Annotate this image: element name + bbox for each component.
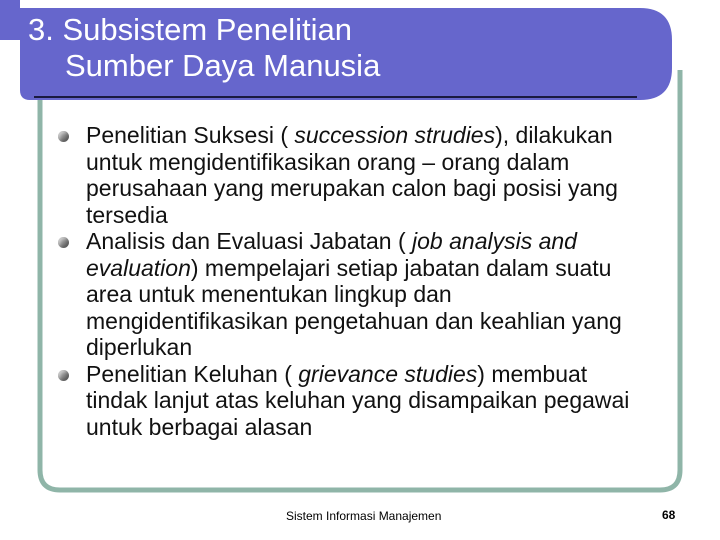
- bullet-text-pre: Analisis dan Evaluasi Jabatan (: [86, 228, 413, 254]
- bullet-icon: [58, 370, 69, 381]
- title-line-2: Sumber Daya Manusia: [65, 48, 381, 83]
- bullet-text-pre: Penelitian Keluhan (: [86, 360, 299, 387]
- bullet-icon: [58, 237, 69, 248]
- bullet-text-post: ) mempelajari setiap jabatan dalam suatu area untuk menentukan lingkup dan mengidentifikasikan pengetahuan dan keahlian yang diperlukan: [86, 254, 622, 360]
- bullet-text-post: ), dilakukan untuk mengidentifikasikan orang – orang dalam perusahaan yang merupakan calon bagi posisi yang tersedia: [86, 122, 618, 228]
- bullet-item: [50, 122, 650, 228]
- bullet-icon: [58, 131, 69, 142]
- bullet-list: [50, 122, 650, 440]
- bullet-text-pre: Penelitian Suksesi (: [86, 122, 295, 148]
- title-line-1: 3. Subsistem Penelitian: [28, 12, 352, 47]
- bullet-text-italic: succession strudies: [294, 122, 496, 148]
- bullet-text-italic: grievance studies: [298, 360, 478, 387]
- bullet-item: [50, 228, 650, 361]
- footer-text: Sistem Informasi Manajemen: [286, 509, 442, 523]
- bullet-text-italic: job analysis and evaluation: [86, 228, 577, 281]
- bullet-item: [50, 361, 650, 441]
- slide-title: [28, 12, 380, 84]
- bullet-text-post: ) membuat tindak lanjut atas keluhan yang disampaikan pegawai untuk berbagai alasan: [86, 360, 630, 440]
- page-number: 68: [662, 508, 676, 522]
